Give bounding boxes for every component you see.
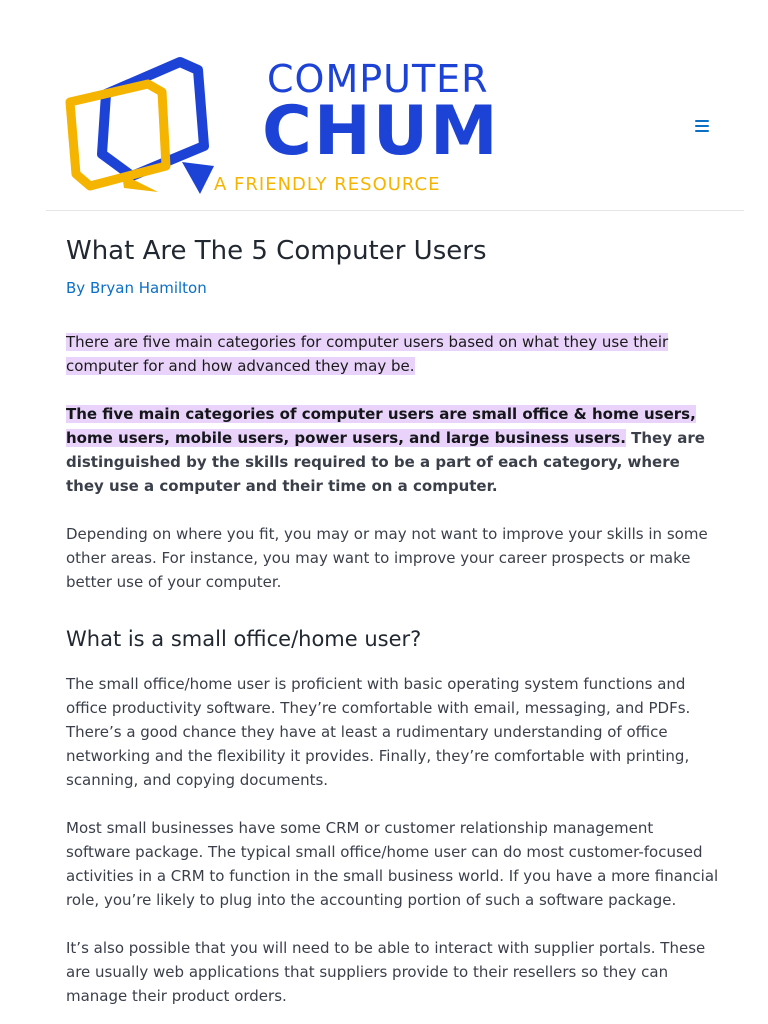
paragraph-5: Most small businesses have some CRM or customer relationship management software package. The typical small office/home user can do most customer-focused activities in a CRM to function in the small business world. If you have a more financial role, you’re likely to plug into the accounting portion of such a software package. xyxy=(66,819,719,909)
intro-paragraph xyxy=(66,330,722,378)
article xyxy=(66,226,722,1008)
hamburger-icon xyxy=(690,117,714,137)
header-divider xyxy=(46,210,744,211)
byline-link[interactable] xyxy=(66,279,207,297)
site-header xyxy=(0,0,768,211)
intro-highlight: There are five main categories for computer users based on what they use their computer for and how advanced they may be. xyxy=(66,333,669,375)
paragraph-4: The small office/home user is proficient with basic operating system functions and office productivity software. They’re comfortable with email, messaging, and PDFs. There’s a good chance they have at least a rudimentary understanding of office networking and the flexibility it provides. Finally, they’re comfortable with printing, scanning, and copying documents. xyxy=(66,675,691,789)
logo-line-1: COMPUTER xyxy=(267,57,489,101)
site-logo[interactable] xyxy=(62,54,500,202)
summary-highlight: The five main categories of computer users are small office & home users, home users, mobile users, power users, and large business users. xyxy=(66,405,696,447)
section-heading: What is a small office/home user? xyxy=(66,627,422,651)
byline xyxy=(66,278,722,298)
byline-prefix: By xyxy=(66,279,86,297)
hamburger-menu-button[interactable] xyxy=(690,117,714,137)
logo-line-2: CHUM xyxy=(262,92,500,171)
summary-paragraph xyxy=(66,402,722,498)
summary-rest: They are distinguished by the skills required to be a part of each category, where they use a computer and their time on a computer. xyxy=(66,429,705,495)
article-title: What Are The 5 Computer Users xyxy=(66,236,487,266)
author-name: Bryan Hamilton xyxy=(89,279,207,297)
paragraph-6: It’s also possible that you will need to be able to interact with supplier portals. These are usually web applications that suppliers provide to their resellers so they can manage their product orders. xyxy=(66,939,706,1005)
logo-tagline: A FRIENDLY RESOURCE xyxy=(214,174,441,195)
paragraph-3: Depending on where you fit, you may or may not want to improve your skills in some other areas. For instance, you may want to improve your career prospects or make better use of your computer. xyxy=(66,525,708,591)
